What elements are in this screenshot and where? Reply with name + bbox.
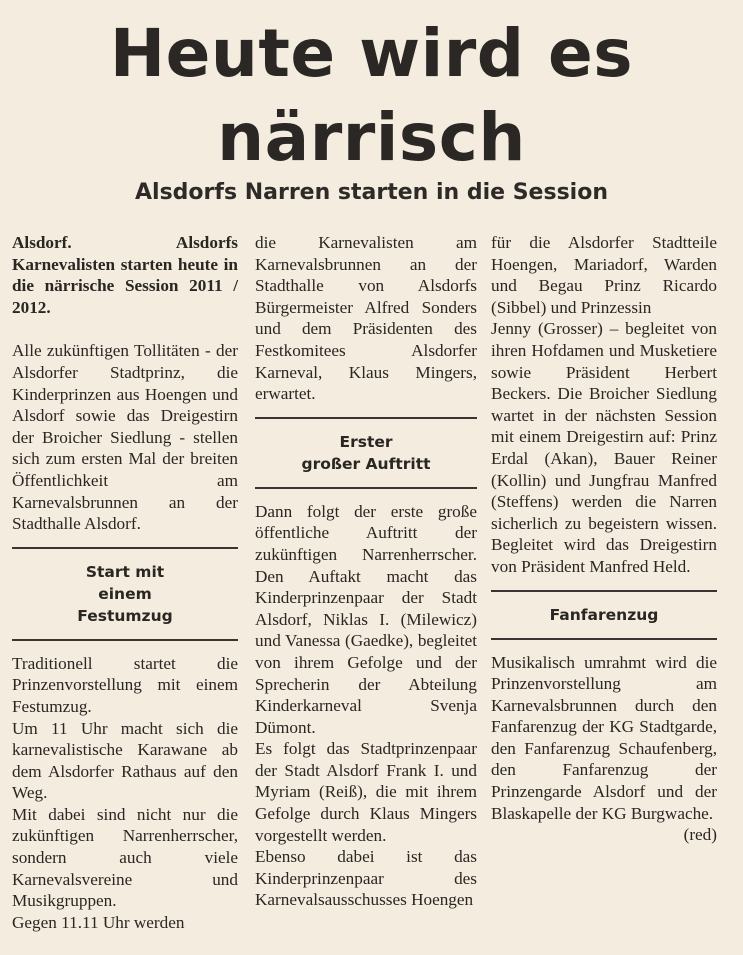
section-heading-line: Festumzug (77, 606, 173, 625)
body-paragraph: Gegen 11.11 Uhr werden (12, 912, 185, 932)
body-paragraph: Jenny (Grosser) – begleitet von ihren Hofdamen und Musketiere sowie Präsident Herbert Beckers. Die Broicher Siedlung wartet in der nächsten Session mit einem Dreigestirn auf: Prinz Erdal (Akan), Bauer Reiner (Kollin) und Jungfrau Manfred (Steffens) werden die Narren sicherlich zu begeistern wissen. Begleitet wird das Dreigestirn von Präsident Manfred Held. (491, 319, 717, 576)
body-paragraph: Traditionell startet die Prinzenvorstellung mit einem Festumzug. (12, 653, 238, 716)
article-column-2 (255, 232, 477, 911)
author-signature: (red) (683, 825, 717, 845)
lead-paragraph: Alsdorf. Alsdorfs Karnevalisten starten heute in die närrische Session 2011 / 2012. (12, 233, 238, 317)
section-heading-line: Erster (339, 432, 393, 451)
subheadline: Alsdorfs Narren starten in die Session (135, 180, 608, 205)
body-paragraph: Alle zukünftigen Tollitäten - der Alsdorfer Stadtprinz, die Kinderprinzen aus Hoengen und Alsdorf sowie das Dreigestirn der Broicher Siedlung - stellen sich zum ersten Mal der breiten Öffentlichkeit am Karnevalsbrunnen an der Stadthalle Alsdorf. (12, 341, 238, 534)
section-heading-line: einem (98, 584, 152, 603)
body-paragraph: Dann folgt der erste große öffentliche Auftritt der zukünftigen Narrenherrscher. Den Auftakt macht das Kinderprinzenpaar der Stadt Alsdorf, Niklas I. (Milewicz) und Vanessa (Gaedke), begleitet von ihrem Gefolge und der Sprecherin der Abteilung Kinderkarneval Svenja Dümont. (255, 501, 477, 737)
body-paragraph: Es folgt das Stadtprinzenpaar der Stadt Alsdorf Frank I. und Myriam (Reiß), die mit ihrem Gefolge durch Klaus Mingers vorgestellt werden. (255, 739, 477, 845)
headline-line-1: Heute wird es (109, 15, 634, 92)
section-divider (491, 590, 717, 592)
section-heading-auftritt (255, 431, 477, 475)
section-divider (255, 417, 477, 419)
body-paragraph: Um 11 Uhr macht sich die karnevalistische Karawane ab dem Alsdorfer Rathaus auf den Weg. (12, 718, 238, 803)
section-heading-line: großer Auftritt (301, 454, 431, 473)
body-paragraph: Ebenso dabei ist das Kinderprinzenpaar des Karnevalsausschusses Hoengen (255, 847, 477, 910)
body-paragraph: für die Alsdorfer Stadtteile Hoengen, Mariadorf, Warden und Begau Prinz Ricardo (Sibbel) und Prinzessin (491, 233, 717, 317)
article-column-3 (491, 232, 717, 846)
section-heading-start (12, 561, 238, 627)
section-heading-fanfarenzug: Fanfarenzug (549, 605, 659, 624)
body-paragraph: Mit dabei sind nicht nur die zukünftigen Narrenherrscher, sondern auch viele Karnevalsvereine und Musikgruppen. (12, 804, 238, 911)
section-divider (255, 487, 477, 489)
body-paragraph: Musikalisch umrahmt wird die Prinzenvorstellung am Karnevalsbrunnen durch den Fanfarenzug der KG Stadtgarde, den Fanfarenzug Schaufenberg, den Fanfarenzug der Prinzengarde Alsdorf und der Blaskapelle der KG Burgwache. (491, 652, 717, 823)
headline (0, 12, 743, 180)
headline-line-2: närrisch (217, 99, 526, 176)
section-heading-line: Start mit (85, 562, 165, 581)
section-divider (12, 547, 238, 549)
body-paragraph: die Karnevalisten am Karnevalsbrunnen an der Stadthalle von Alsdorfs Bürgermeister Alfred Sonders und dem Präsidenten des Festkomitees Alsdorfer Karneval, Klaus Mingers, erwartet. (255, 233, 477, 404)
section-divider (491, 638, 717, 640)
section-divider (12, 639, 238, 641)
article-column-1 (12, 232, 238, 933)
